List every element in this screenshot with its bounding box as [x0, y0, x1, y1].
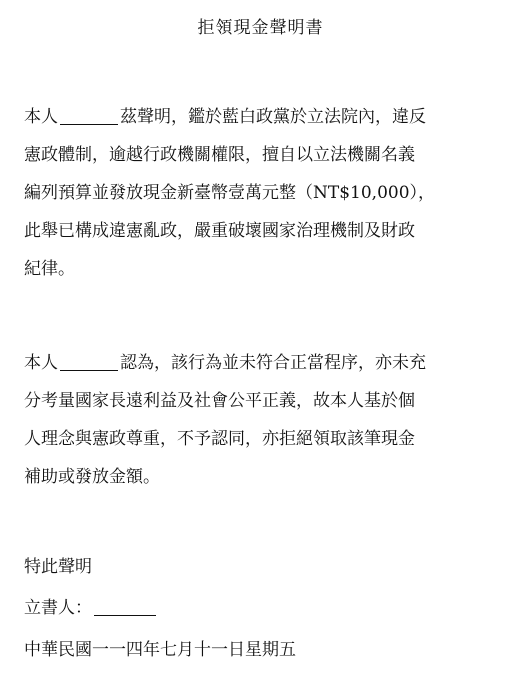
paragraph1-prefix: 本人: [24, 107, 58, 127]
name-blank[interactable]: [60, 106, 118, 125]
paragraph1-line4: 此舉已構成違憲亂政，嚴重破壞國家治理機制及財政: [24, 221, 415, 241]
signature-blank[interactable]: [94, 597, 156, 616]
paragraph2-prefix: 本人: [24, 353, 58, 373]
paragraph1-line2: 憲政體制，逾越行政機關權限，擅自以立法機關名義: [24, 145, 415, 165]
paragraph2-line4: 補助或發放金額。: [24, 467, 160, 487]
paragraph2-line3: 人理念與憲政尊重，不予認同，亦拒絕領取該筆現金: [24, 429, 415, 449]
signer-label: 立書人：: [24, 598, 92, 618]
paragraph2-line1-text: 認為，該行為並未符合正當程序，亦未充: [120, 353, 426, 373]
paragraph-declaration: [24, 98, 502, 288]
paragraph2-line1: [24, 344, 502, 382]
signer-line: [24, 596, 158, 620]
name-blank[interactable]: [60, 352, 118, 371]
document-title: 拒領現金聲明書: [197, 18, 324, 38]
closing-statement: 特此聲明: [24, 557, 92, 577]
paragraph1-line5: 紀律。: [24, 259, 75, 279]
paragraph1-line3: 編列預算並發放現金新臺幣壹萬元整（NT$10,000），: [24, 183, 436, 203]
paragraph-refusal: [24, 344, 502, 496]
paragraph2-line2: 分考量國家長遠利益及社會公平正義，故本人基於個: [24, 391, 415, 411]
paragraph1-line1: [24, 98, 502, 136]
paragraph1-line1-text: 茲聲明，鑑於藍白政黨於立法院內，違反: [120, 107, 426, 127]
document-date: 中華民國一一四年七月十一日星期五: [24, 640, 296, 660]
